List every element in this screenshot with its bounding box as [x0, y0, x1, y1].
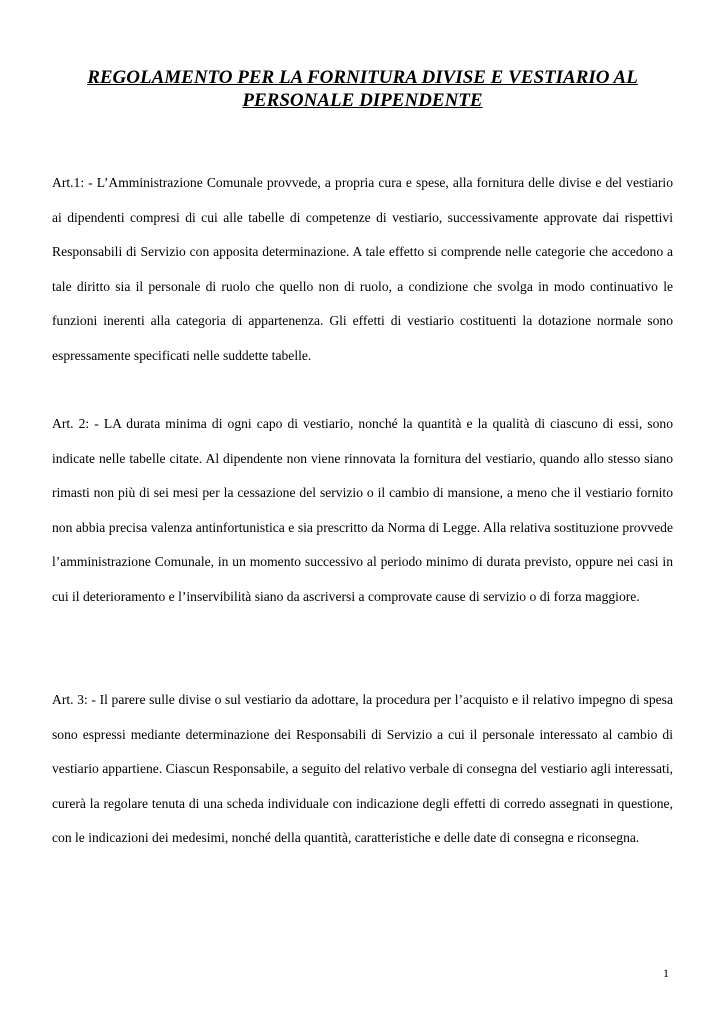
article-3: Art. 3: - Il parere sulle divise o sul vestiario da adottare, la procedura per l’acquisto e il relativo impegno di spesa sono espressi mediante determinazione dei Responsabili di Servizio a cui il personale interessato al cambio di vestiario appartiene. Ciascun Responsabile, a seguito del relativo verbale di consegna del vestiario agli interessati, curerà la regolare tenuta di una scheda individuale con indicazione degli effetti di corredo assegnati in questione, con le indicazioni dei medesimi, nonché della quantità, caratteristiche e delle date di consegna e riconsegna.: [52, 692, 673, 845]
document-title: REGOLAMENTO PER LA FORNITURA DIVISE E VESTIARIO AL PERSONALE DIPENDENTE: [87, 67, 638, 111]
article-1: Art.1: - L’Amministrazione Comunale provvede, a propria cura e spese, alla fornitura delle divise e del vestiario ai dipendenti compresi di cui alle tabelle di competenze di vestiario, successivamente approvate dai rispettivi Responsabili di Servizio con apposita determinazione. A tale effetto si comprende nelle categorie che accedono a tale diritto sia il personale di ruolo che quello non di ruolo, a condizione che svolga in modo continuativo le funzioni inerenti alla categoria di appartenenza. Gli effetti di vestiario costituenti la dotazione normale sono espressamente specificati nelle suddette tabelle.: [52, 175, 673, 363]
article-2: Art. 2: - LA durata minima di ogni capo di vestiario, nonché la quantità e la qualità di ciascuno di essi, sono indicate nelle tabelle citate. Al dipendente non viene rinnovata la fornitura del vestiario, quando allo stesso siano rimasti non più di sei mesi per la cessazione del servizio o il cambio di mansione, a meno che il vestiario fornito non abbia precisa valenza antinfortunistica e sia prescritto da Norma di Legge. Alla relativa sostituzione provvede l’amministrazione Comunale, in un momento successivo al periodo minimo di durata previsto, oppure nei casi in cui il deterioramento e l’inservibilità siano da ascriversi a comprovate cause di servizio o di forza maggiore.: [52, 416, 673, 604]
page-number: 1: [663, 966, 669, 980]
